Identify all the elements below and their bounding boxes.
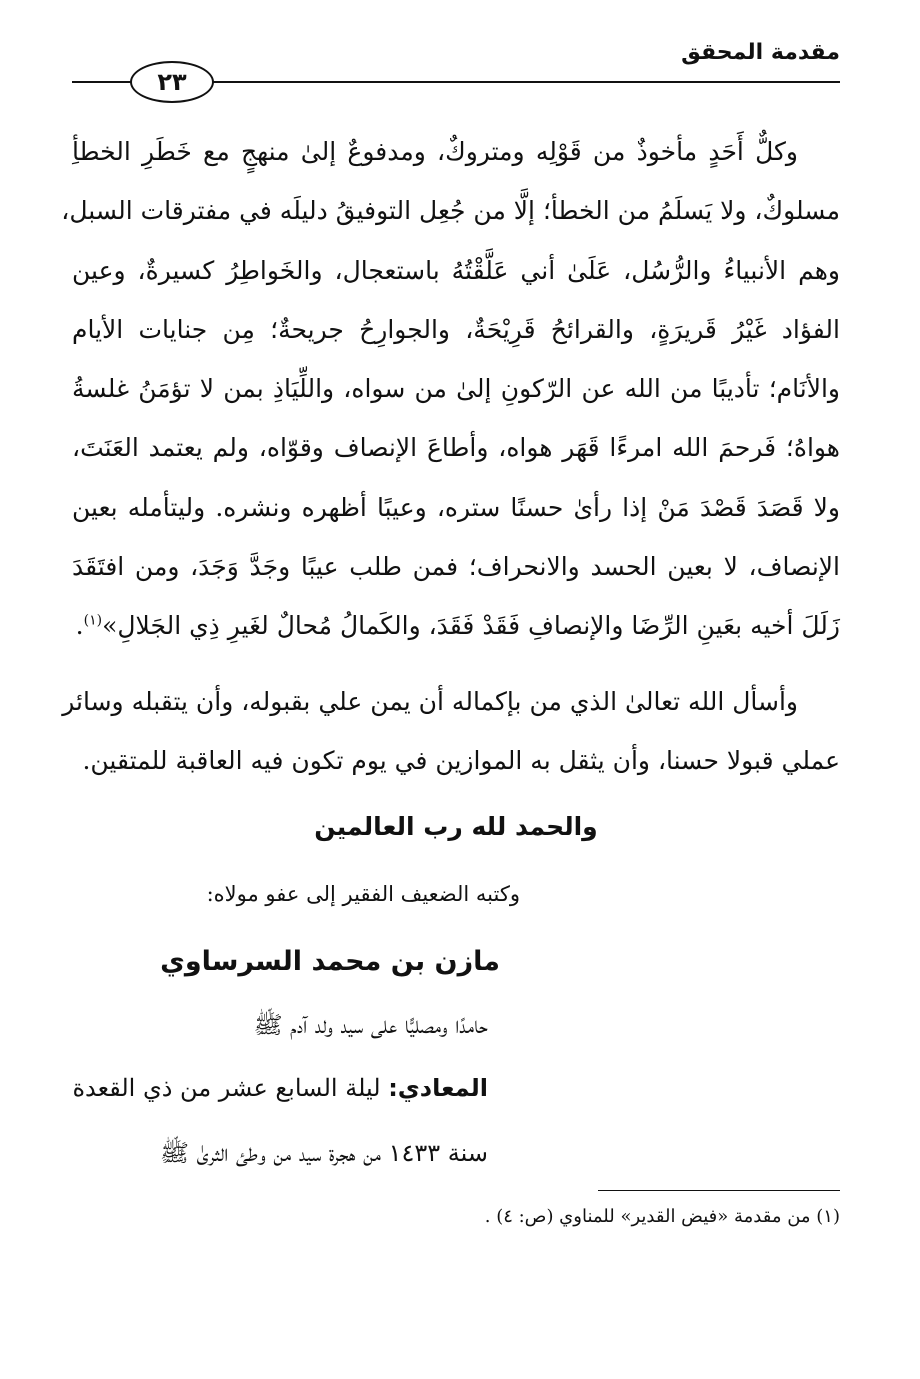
signature-line-place <box>72 1074 488 1102</box>
text-line: عملي قبولا حسنا، وأن يثقل به الموازين في يوم تكون فيه العاقبة للمتقين. <box>82 746 840 776</box>
paragraph-2 <box>62 672 840 791</box>
place-label: المعادي: <box>388 1074 488 1102</box>
text-line-content: زَلَلَ أخيه بعَينِ الرِّضَا والإنصافِ فَقَدْ فَقَدَ، والكَمالُ مُحالٌ لغَيرِ ذِي الجَلالِ» <box>102 611 840 641</box>
text-line: والأنَام؛ تأديبًا من الله عن الرّكونِ إلىٰ من سواه، واللِّيَاذِ بمن لا تؤمَنُ غلسةُ <box>72 374 840 404</box>
signature-line-1: حامدًا ومصليًّا على سيد ولد آدم ﷺ <box>253 1011 488 1039</box>
text-line: هواهُ؛ فَرحمَ الله امرءًا قَهَر هواه، وأطاعَ الإنصاف وقوّاه، ولم يعتمد العَنَتَ، <box>72 433 840 463</box>
page-number-badge <box>130 61 214 103</box>
end-punctuation: . <box>75 611 84 641</box>
text-line: وهم الأنبياءُ والرُّسُل، عَلَىٰ أني عَلَّقْتُهُ باستعجال، والخَواطِرُ كسيرةٌ، وعين <box>72 255 840 285</box>
footnote: (١) من مقدمة «فيض القدير» للمناوي (ص: ٤) . <box>484 1206 840 1227</box>
text-line: مسلوكٌ، ولا يَسلَمُ من الخطأ؛ إلَّا من جُعِل التوفيقُ دليلَه في مفترقات السبل، <box>61 196 840 226</box>
text-line: الإنصاف، لا بعين الحسد والانحراف؛ فمن طلب عيبًا وجَدَّ وَجَدَ، ومن افتَقَدَ <box>72 552 840 582</box>
place-date: ليلة السابع عشر من ذي القعدة <box>72 1074 389 1102</box>
text-line: الفؤاد غَيْرُ قَريرَةٍ، والقرائحُ قَرِيْحَةٌ، والجوارِحُ جريحةٌ؛ مِن جنايات الأيام <box>72 314 840 344</box>
written-by-line: وكتبه الضعيف الفقير إلى عفو مولاه: <box>206 882 520 906</box>
footnote-rule <box>598 1190 840 1191</box>
footnote-marker[interactable]: (١) <box>83 613 103 630</box>
closing-heading: والحمد لله رب العالمين <box>314 812 598 841</box>
text-line: وأسأل الله تعالىٰ الذي من بإكماله أن يمن علي بقبوله، وأن يتقبله وسائر <box>62 687 798 716</box>
text-line: وكلٌّ أَحَدٍ مأخوذٌ من قَوْلِه ومتروكٌ، ومدفوعٌ إلىٰ منهجٍ مع خَطَرِ الخطأِ <box>72 137 798 166</box>
paragraph-1 <box>61 122 840 656</box>
running-header-title: مقدمة المحقق <box>681 40 840 65</box>
page-number: ٢٣ <box>157 68 187 96</box>
author-name: مازن بن محمد السرساوي <box>160 946 500 977</box>
text-line-last <box>72 596 840 655</box>
signature-line-year: سنة ١٤٣٣ من هجرة سيد من وطئ الثرىٰ ﷺ <box>160 1139 488 1167</box>
text-line: ولا قَصَدَ قَصْدَ مَنْ إذا رأىٰ حسنًا ستره، وعيبًا أظهره ونشره. وليتأمله بعين <box>72 492 840 522</box>
